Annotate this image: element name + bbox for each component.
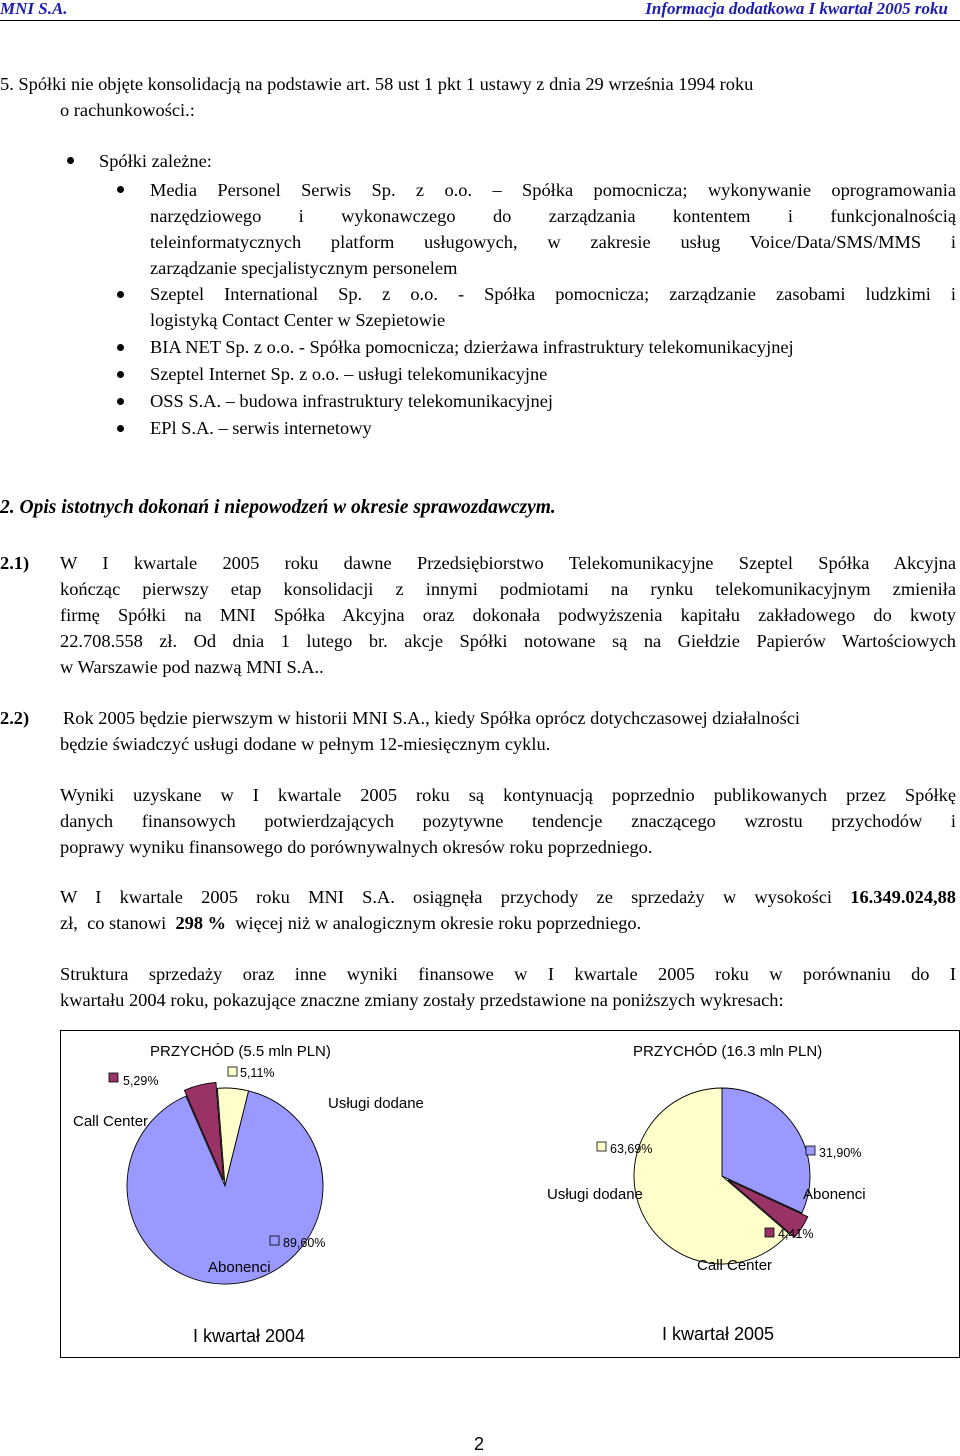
- paragraph-results: Wyniki uzyskane w I kwartale 2005 roku są kontynuacją poprzednio publikowanych przez Spółkę danych finansowych potwierdzających pozytywne tendencje znaczącego wzrostu przychodów i poprawy wyniku finansowego do porównywalnych okresów roku poprzedniego.: [60, 785, 956, 857]
- chart2-label-call-center: Call Center: [697, 1257, 773, 1274]
- header-title: Informacja dodatkowa I kwartał 2005 roku: [645, 0, 948, 18]
- chart2-value-call-center: 4,41%: [778, 1227, 814, 1241]
- paragraph-2-1: W I kwartale 2005 roku dawne Przedsiębiorstwo Telekomunikacyjne Szeptel Spółka Akcyjna kończąc pierwszy etap konsolidacji z innymi podmiotami na rynku telekomunikacyjnym zmieniła firmę Spółki na MNI Spółka Akcyjna oraz dokonała podwyższenia kapitału zakładowego do kwoty 22.708.558 zł. Od dnia 1 lutego br. akcje Spółki notowane są na Giełdzie Papierów Wartościowych w Warszawie pod nazwą MNI S.A..: [60, 553, 956, 677]
- subsidiary-item-szeptel-internet: Szeptel Internet Sp. z o.o. – usługi telekomunikacyjne: [150, 364, 548, 384]
- paragraph-structure: Struktura sprzedaży oraz inne wyniki finansowe w I kwartale 2005 roku w porównaniu do I kwartału 2004 roku, pokazujące znaczne zmiany zostały przedstawione na poniższych wykresach:: [60, 964, 956, 1010]
- chart2-label-marker-call-center: [765, 1228, 774, 1237]
- chart1-value-abonenci: 89,60%: [283, 1236, 326, 1250]
- paragraph-revenue: W I kwartale 2005 roku MNI S.A. osiągnęła przychody ze sprzedaży w wysokości 16.349.024,88 zł, co stanowi 298 % więcej niż w analogicznym okresie roku poprzedniego.: [60, 887, 956, 933]
- chart1-label-uslugi: Usługi dodane: [328, 1095, 424, 1112]
- chart1-label-marker-uslugi: [228, 1067, 237, 1076]
- section5-line-1: 5. Spółki nie objęte konsolidacją na podstawie art. 58 ust 1 pkt 1 ustawy z dnia 29 września 1994 roku: [0, 74, 754, 94]
- revenue-amount: 16.349.024,88: [850, 887, 956, 907]
- chart1-pie: [127, 1082, 326, 1284]
- subsidiary-item-media-personel: Media Personel Serwis Sp. z o.o. – Spółka pomocnicza; wykonywanie oprogramowania narzędziowego i wykonawczego do zarządzania kontentem i funkcjonalnością teleinformatycznych platform usługowych, w zakresie usług Voice/Data/SMS/MMS i zarządzanie specjalistycznym personelem: [150, 180, 956, 278]
- chart2-value-abonenci: 31,90%: [819, 1146, 862, 1160]
- chart2-label-marker-abonenci: [806, 1146, 815, 1155]
- chart2-label-abonenci: Abonenci: [803, 1186, 866, 1203]
- chart1-value-call-center: 5,29%: [123, 1074, 159, 1088]
- subsidiary-item-bia-net: BIA NET Sp. z o.o. - Spółka pomocnicza; dzierżawa infrastruktury telekomunikacyjnej: [150, 337, 794, 357]
- header-company: MNI S.A.: [0, 0, 68, 18]
- chart2-label-uslugi: Usługi dodane: [547, 1186, 643, 1203]
- section2-heading: 2. Opis istotnych dokonań i niepowodzeń w okresie sprawozdawczym.: [0, 497, 556, 518]
- section5-line-2: o rachunkowości.:: [60, 100, 195, 120]
- chart1-title: PRZYCHÓD (5.5 mln PLN): [150, 1043, 331, 1060]
- chart1-label-call-center: Call Center: [73, 1113, 149, 1130]
- subsidiary-item-oss: OSS S.A. – budowa infrastruktury telekomunikacyjnej: [150, 391, 554, 411]
- chart1-label-marker-call-center: [109, 1073, 118, 1082]
- page-number: 2: [474, 1434, 485, 1454]
- paragraph-2-2-label: 2.2): [0, 708, 30, 728]
- chart1-caption: I kwartał 2004: [193, 1326, 306, 1346]
- subsidiary-item-szeptel-international: Szeptel International Sp. z o.o. - Spółka pomocnicza; zarządzanie zasobami ludzkimi i logistyką Contact Center w Szepietowie: [150, 284, 956, 330]
- chart1-value-uslugi: 5,11%: [240, 1066, 275, 1080]
- subsidiary-item-epl: EPl S.A. – serwis internetowy: [150, 418, 372, 438]
- chart2-value-uslugi: 63,69%: [610, 1142, 653, 1156]
- chart1-label-marker-abonenci: [270, 1236, 279, 1245]
- chart2-title: PRZYCHÓD (16.3 mln PLN): [633, 1043, 823, 1060]
- paragraph-2-1-label: 2.1): [0, 553, 30, 573]
- chart2-caption: I kwartał 2005: [662, 1324, 775, 1344]
- chart1-label-abonenci: Abonenci: [208, 1259, 271, 1276]
- subsidiaries-label: Spółki zależne:: [99, 151, 212, 171]
- chart2-label-marker-uslugi: [597, 1142, 606, 1151]
- paragraph-2-2-line-1: Rok 2005 będzie pierwszym w historii MNI S.A., kiedy Spółka oprócz dotychczasowej działalności: [63, 708, 800, 728]
- growth-percent: 298 %: [175, 913, 227, 933]
- paragraph-2-2-line-2: będzie świadczyć usługi dodane w pełnym 12-miesięcznym cyklu.: [60, 734, 551, 754]
